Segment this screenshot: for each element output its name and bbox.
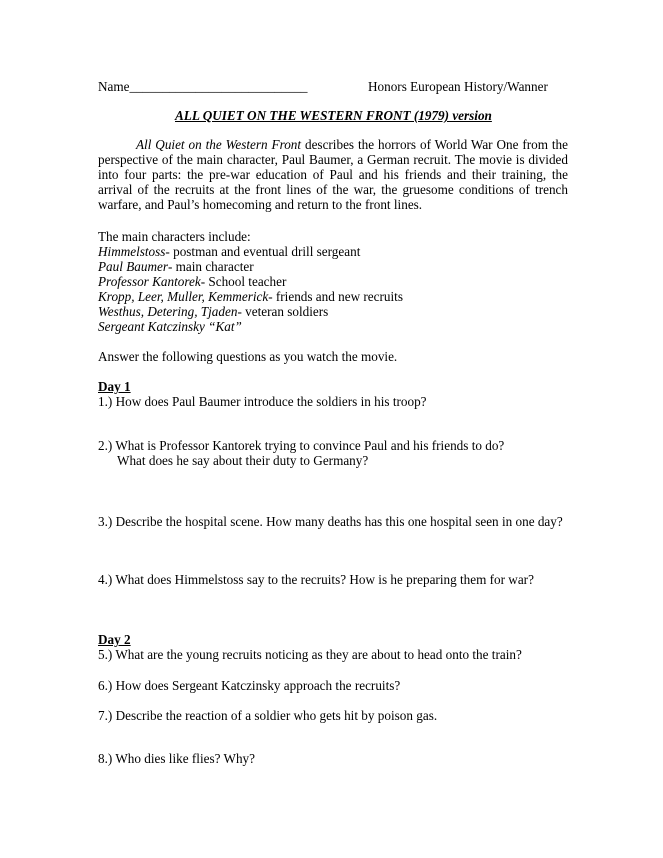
character-item: Sergeant Katczinsky “Kat”: [98, 319, 242, 334]
character-item: Professor Kantorek- School teacher: [98, 274, 287, 289]
title-suffix: version: [449, 108, 492, 123]
question-8: 8.) Who dies like flies? Why?: [98, 751, 255, 766]
question-6: 6.) How does Sergeant Katczinsky approach the recruits?: [98, 678, 401, 693]
question-5: 5.) What are the young recruits noticing as they are about to head onto the train?: [98, 647, 522, 662]
intro-paragraph: [98, 137, 568, 212]
character-item: Himmelstoss- postman and eventual drill sergeant: [98, 244, 361, 259]
character-item: Westhus, Detering, Tjaden- veteran soldiers: [98, 304, 329, 319]
character-item: Kropp, Leer, Muller, Kemmerick- friends and new recruits: [98, 289, 403, 304]
characters-heading: The main characters include:: [98, 229, 251, 244]
question-4: 4.) What does Himmelstoss say to the recruits? How is he preparing them for war?: [98, 572, 534, 587]
question-3: 3.) Describe the hospital scene. How many deaths has this one hospital seen in one day?: [98, 514, 563, 529]
day2-heading: Day 2: [98, 632, 131, 647]
question-2-followup: What does he say about their duty to Germany?: [117, 453, 369, 468]
title-main: ALL QUIET ON THE WESTERN FRONT (1979): [175, 108, 450, 123]
question-7: 7.) Describe the reaction of a soldier who gets hit by poison gas.: [98, 708, 438, 723]
character-item: Paul Baumer- main character: [98, 259, 254, 274]
book-title: All Quiet on the Western Front: [136, 137, 302, 152]
instructions: Answer the following questions as you watch the movie.: [98, 349, 398, 364]
day1-heading: Day 1: [98, 379, 131, 394]
name-field-label: Name___________________________: [98, 79, 308, 94]
page-title: [175, 108, 492, 123]
course-label: Honors European History/Wanner: [368, 79, 548, 94]
question-1: 1.) How does Paul Baumer introduce the soldiers in his troop?: [98, 394, 427, 409]
question-2: 2.) What is Professor Kantorek trying to convince Paul and his friends to do?: [98, 438, 505, 453]
intro-text: describes the horrors of World War One from the perspective of the main character, Paul Baumer, a German recruit. The movie is divided into four parts: the pre-war education of Paul and his friends and their training, the arrival of the recruits at the front lines of the war, the gruesome conditions of trench warfare, and Paul’s homecoming and return to the front lines.: [98, 137, 569, 212]
